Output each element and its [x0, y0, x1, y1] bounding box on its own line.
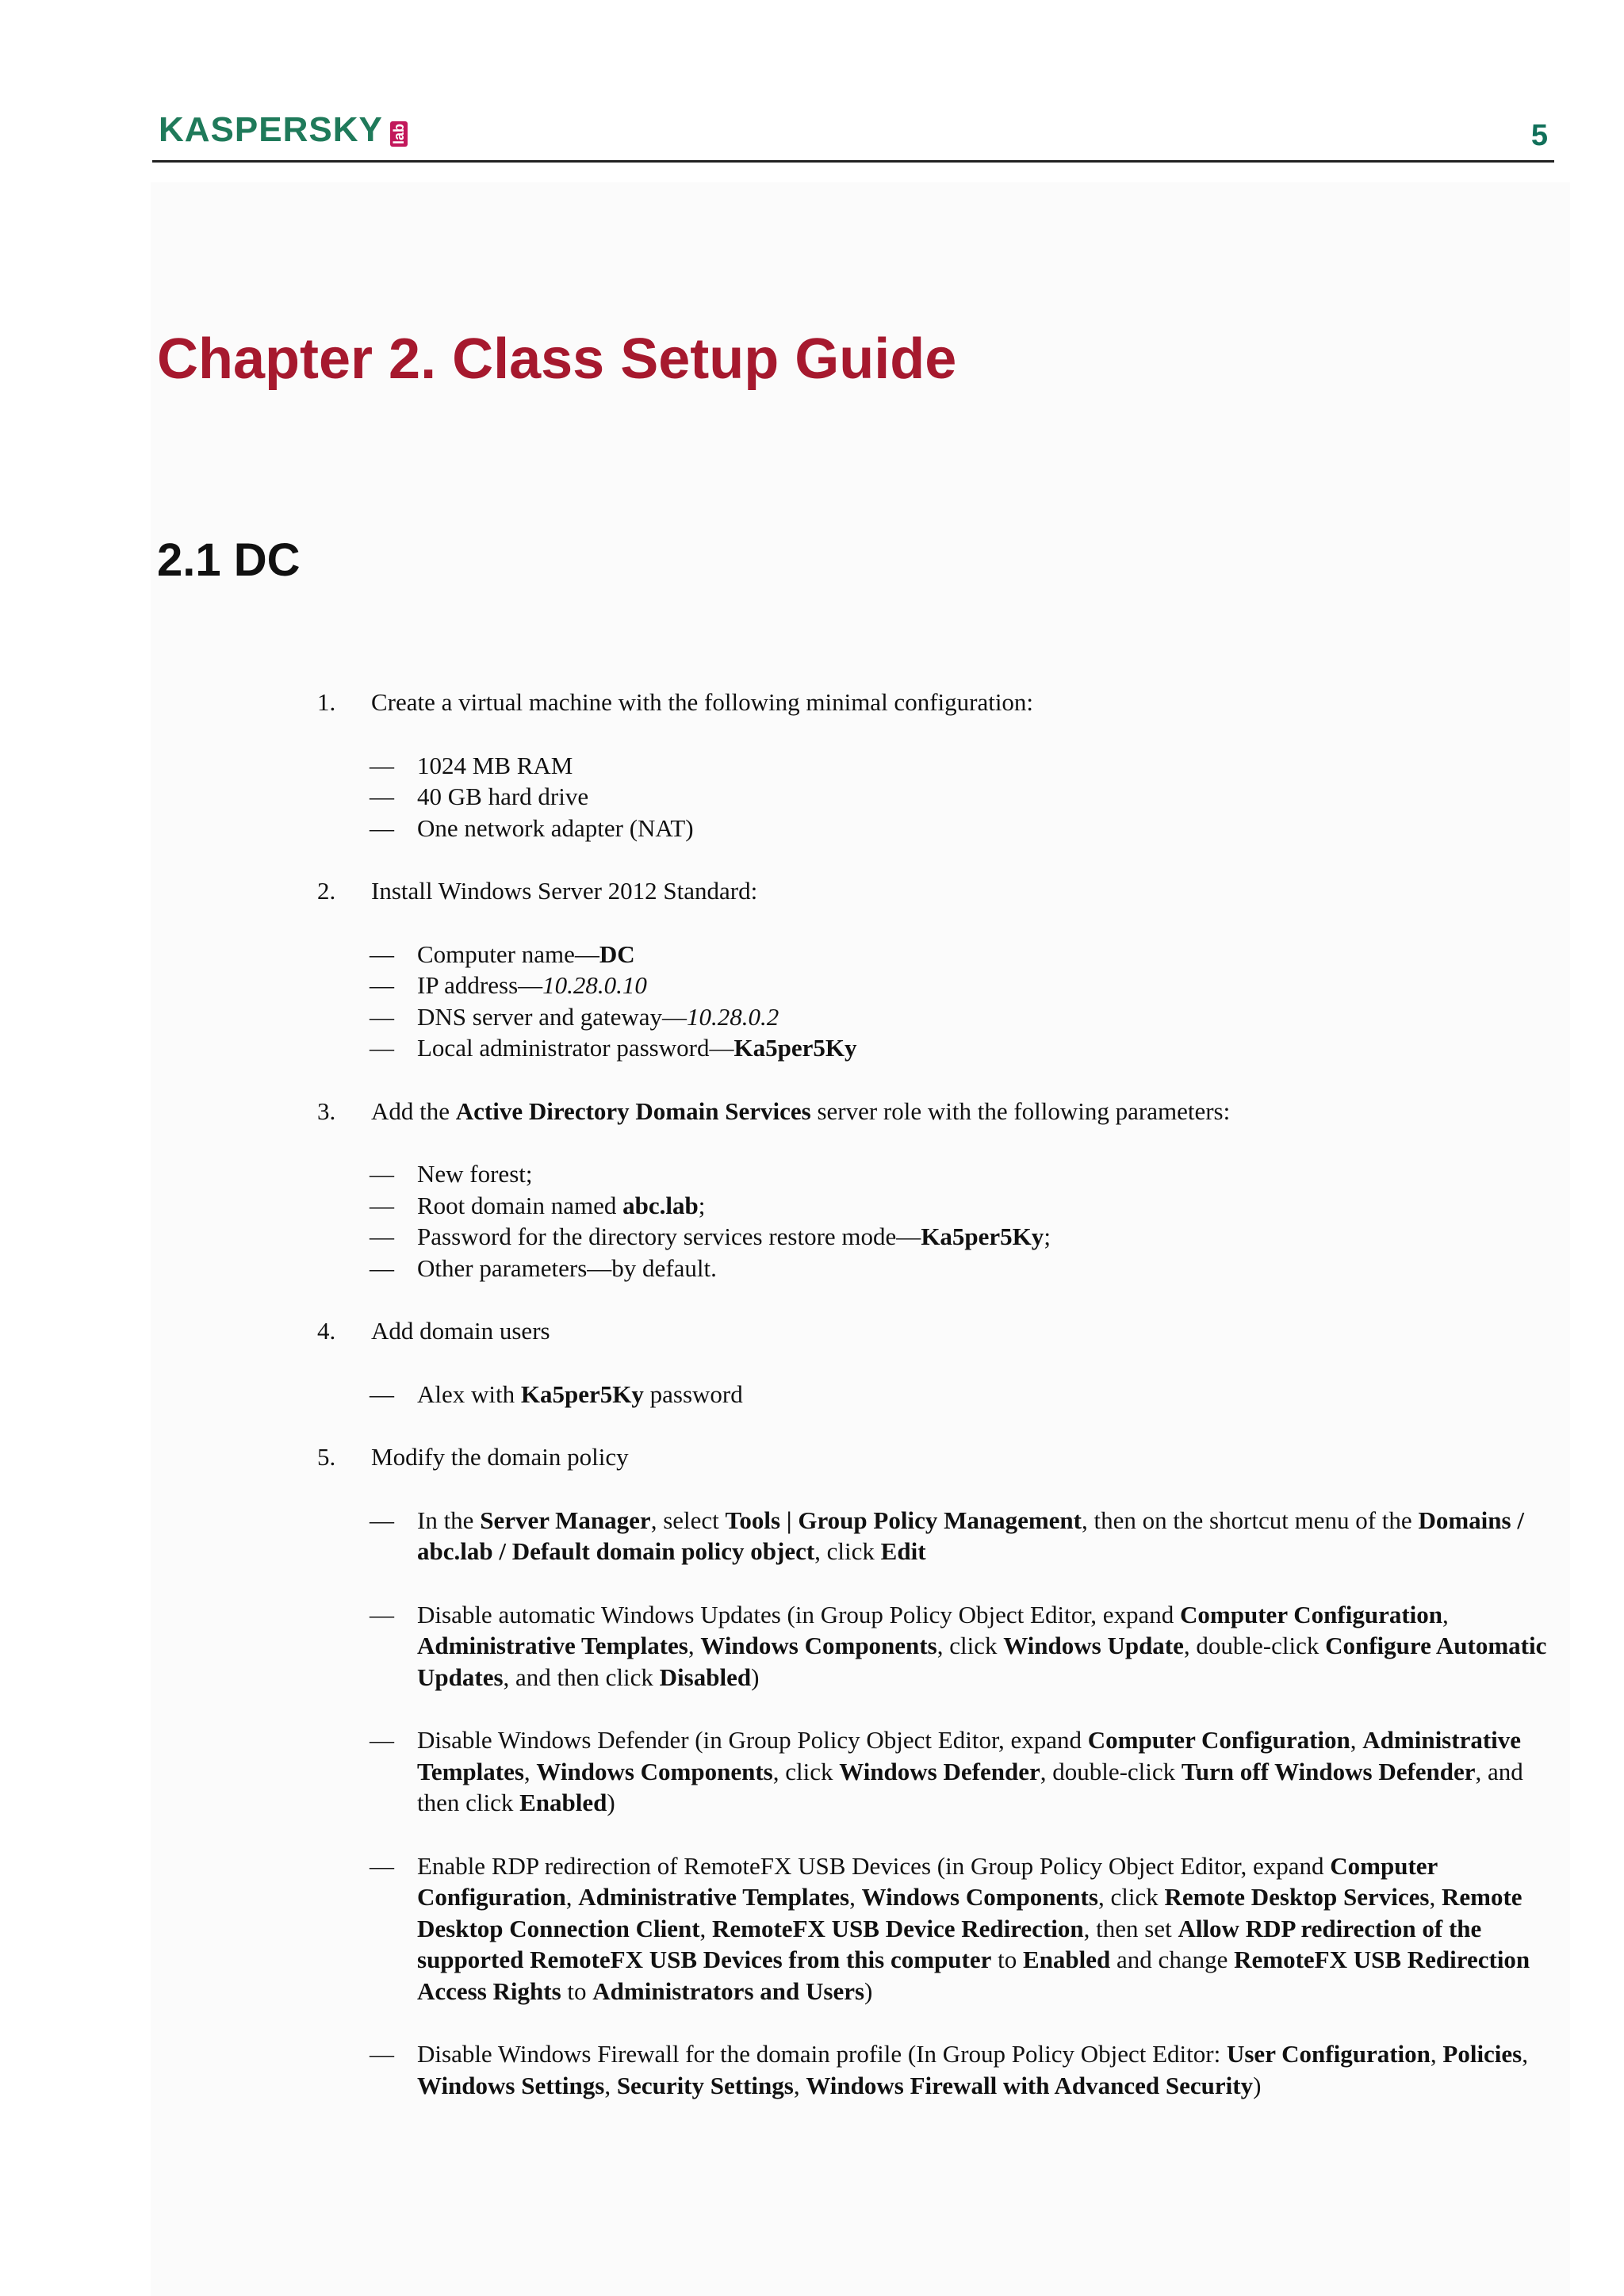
- instruction-text: Disable Windows Firewall for the domain profile (In Group Policy Object Editor:: [417, 2040, 1227, 2068]
- ui-path-term: Tools | Group Policy Management: [725, 1506, 1082, 1534]
- list-item: — Password for the directory services restore mode—Ka5per5Ky;: [370, 1223, 1051, 1250]
- page-number: 5: [1530, 119, 1548, 152]
- step-3: 3. Add the Active Directory Domain Services server role with the following parameters:: [317, 1096, 1554, 1127]
- instruction-text: ,: [1429, 1883, 1442, 1911]
- instruction-text: , then on the shortcut menu of the: [1082, 1506, 1419, 1534]
- instructions-list: [317, 687, 1554, 2101]
- ui-path-term: Domains / abc.lab / Default domain policy object: [417, 1506, 1524, 1565]
- ui-path-term: Computer Configuration: [1087, 1726, 1350, 1754]
- instruction-text: ,: [688, 1632, 701, 1659]
- list-item: — IP address—10.28.0.10: [370, 971, 647, 999]
- instruction-text: Disable Windows Defender (in Group Policy Object Editor, expand: [417, 1726, 1088, 1754]
- instruction-text: ,: [523, 1757, 537, 1785]
- ui-path-term: Remote Desktop Connection Client: [417, 1883, 1522, 1942]
- ui-path-term: Windows Components: [700, 1632, 937, 1659]
- instruction-text: , double-click: [1183, 1632, 1326, 1659]
- step-4: [317, 1315, 1554, 1347]
- step-text: Install Windows Server 2012 Standard:: [371, 877, 758, 905]
- section-title: 2.1 DC: [157, 534, 301, 586]
- list-item: — DNS server and gateway—10.28.0.2: [370, 1002, 779, 1031]
- ui-path-term: Edit: [880, 1537, 926, 1565]
- step-number: 5.: [317, 1443, 336, 1471]
- ui-path-term: Windows Defender: [839, 1757, 1040, 1785]
- ui-path-term: Windows Update: [1003, 1632, 1184, 1659]
- step-number: 2.: [317, 877, 336, 905]
- ui-path-term: Turn off Windows Defender: [1181, 1757, 1476, 1785]
- ui-path-term: Server Manager: [480, 1506, 651, 1534]
- instruction-text: ,: [1430, 2040, 1443, 2068]
- instruction-text: Enable RDP redirection of RemoteFX USB Devices (in Group Policy Object Editor, expand: [417, 1851, 1331, 1880]
- ui-path-term: Computer Configuration: [1180, 1600, 1443, 1628]
- instruction-text: ,: [699, 1914, 713, 1942]
- instruction-text: ,: [793, 2071, 806, 2099]
- instruction-text: ,: [604, 2071, 617, 2099]
- list-item: — Disable automatic Windows Updates (in Group Policy Object Editor, expand Computer Configuration, Administrative Templates, Windows Components, click Windows Update, double-click Configure Automatic Updates, and then click Disabled): [370, 1600, 1547, 1691]
- list-item: — Other parameters—by default.: [370, 1253, 717, 1282]
- list-item: — Computer name—DC: [370, 939, 635, 968]
- instruction-text: , double-click: [1040, 1757, 1182, 1785]
- instruction-text: ): [1253, 2071, 1262, 2099]
- list-item: — Disable Windows Defender (in Group Policy Object Editor, expand Computer Configuration, Administrative Templates, Windows Components, click Windows Defender, double-click Turn off Windows Defender, and then click Enabled): [370, 1726, 1523, 1816]
- step-number: 4.: [317, 1317, 336, 1345]
- instruction-text: , click: [1097, 1883, 1165, 1911]
- list-item: — Alex with Ka5per5Ky password: [370, 1380, 743, 1408]
- ui-path-term: Remote Desktop Services: [1164, 1883, 1430, 1911]
- instruction-text: , click: [814, 1537, 881, 1565]
- logo-text: KASPERSKY: [159, 110, 383, 149]
- step-text: Modify the domain policy: [371, 1443, 629, 1471]
- instruction-text: and change: [1110, 1946, 1235, 1973]
- list-item: — One network adapter (NAT): [370, 813, 694, 842]
- chapter-title: Chapter 2. Class Setup Guide: [157, 327, 957, 391]
- ui-path-term: Windows Components: [536, 1757, 773, 1785]
- step-1: [317, 687, 1554, 718]
- step-5: [317, 1441, 1554, 1473]
- ui-path-term: Windows Firewall with Advanced Security: [806, 2071, 1254, 2099]
- ui-path-term: Policies: [1442, 2040, 1522, 2068]
- instruction-text: , then set: [1083, 1914, 1178, 1942]
- instruction-text: ): [607, 1789, 615, 1816]
- instruction-text: ,: [1442, 1600, 1449, 1628]
- kaspersky-logo: [159, 111, 412, 149]
- instruction-text: ): [864, 1976, 873, 2005]
- list-item: — 40 GB hard drive: [370, 783, 589, 810]
- instruction-text: , click: [772, 1757, 840, 1785]
- instruction-text: ,: [565, 1883, 579, 1911]
- list-item: — Disable Windows Firewall for the domain profile (In Group Policy Object Editor: User Configuration, Policies, Windows Settings, Security Settings, Windows Firewall with Advanced Security): [370, 2040, 1528, 2099]
- instruction-text: , click: [936, 1632, 1004, 1659]
- instruction-text: ,: [1522, 2040, 1528, 2068]
- ui-path-term: Windows Components: [861, 1883, 1098, 1911]
- ui-path-term: Enabled: [1023, 1946, 1111, 1973]
- ui-path-term: Administrative Templates: [578, 1883, 850, 1911]
- ui-path-term: Disabled: [659, 1663, 752, 1691]
- instruction-text: ,: [1350, 1726, 1363, 1754]
- ui-path-term: Administrative Templates: [417, 1726, 1522, 1785]
- list-item: — Local administrator password—Ka5per5Ky: [370, 1034, 857, 1062]
- instruction-text: In the: [417, 1506, 481, 1534]
- instruction-text: to: [561, 1976, 593, 2005]
- instruction-text: , and then click: [503, 1663, 660, 1691]
- ui-path-term: Configure Automatic Updates: [417, 1632, 1547, 1691]
- ui-path-term: Administrators and Users: [592, 1976, 865, 2005]
- list-item: — 1024 MB RAM: [370, 751, 573, 779]
- ui-path-term: Enabled: [519, 1789, 607, 1816]
- logo-suffix: lab: [390, 121, 408, 147]
- ui-path-term: Allow RDP redirection of the supported RemoteFX USB Devices from this computer: [417, 1914, 1482, 1973]
- list-item: — New forest;: [370, 1160, 533, 1188]
- ui-path-term: Administrative Templates: [417, 1632, 688, 1659]
- step-2: [317, 875, 1554, 907]
- instruction-text: ,: [849, 1883, 862, 1911]
- ui-path-term: Windows Settings: [417, 2071, 605, 2099]
- ui-path-term: RemoteFX USB Device Redirection: [712, 1914, 1084, 1942]
- ui-path-term: User Configuration: [1226, 2040, 1431, 2068]
- step-number: 1.: [317, 688, 336, 716]
- step-text: Add domain users: [371, 1317, 550, 1345]
- ui-path-term: Security Settings: [616, 2071, 794, 2099]
- ui-path-term: Computer Configuration: [417, 1851, 1438, 1911]
- step-number: 3.: [317, 1096, 336, 1125]
- list-item: — In the Server Manager, select Tools | Group Policy Management, then on the shortcut menu of the Domains / abc.lab / Default domain policy object, click Edit: [370, 1506, 1524, 1565]
- header-divider: [152, 160, 1554, 163]
- list-item: — Root domain named abc.lab;: [370, 1191, 706, 1219]
- list-item: — Enable RDP redirection of RemoteFX USB Devices (in Group Policy Object Editor, expand Computer Configuration, Administrative Templates, Windows Components, click Remote Desktop Services, Remote Desktop Connection Client, RemoteFX USB Device Redirection, then set Allow RDP redirection of the supported RemoteFX USB Devices from this computer to Enabled and change RemoteFX USB Redirection Access Rights to Administrators and Users): [370, 1851, 1530, 2005]
- instruction-text: to: [991, 1946, 1024, 1973]
- instruction-text: Disable automatic Windows Updates (in Group Policy Object Editor, expand: [417, 1600, 1181, 1628]
- ui-path-term: RemoteFX USB Redirection Access Rights: [417, 1946, 1530, 2005]
- instruction-text: ): [751, 1663, 760, 1691]
- instruction-text: , and then click: [417, 1757, 1523, 1816]
- page-header: [152, 111, 1554, 165]
- step-text: Create a virtual machine with the following minimal configuration:: [371, 688, 1034, 716]
- instruction-text: , select: [650, 1506, 726, 1534]
